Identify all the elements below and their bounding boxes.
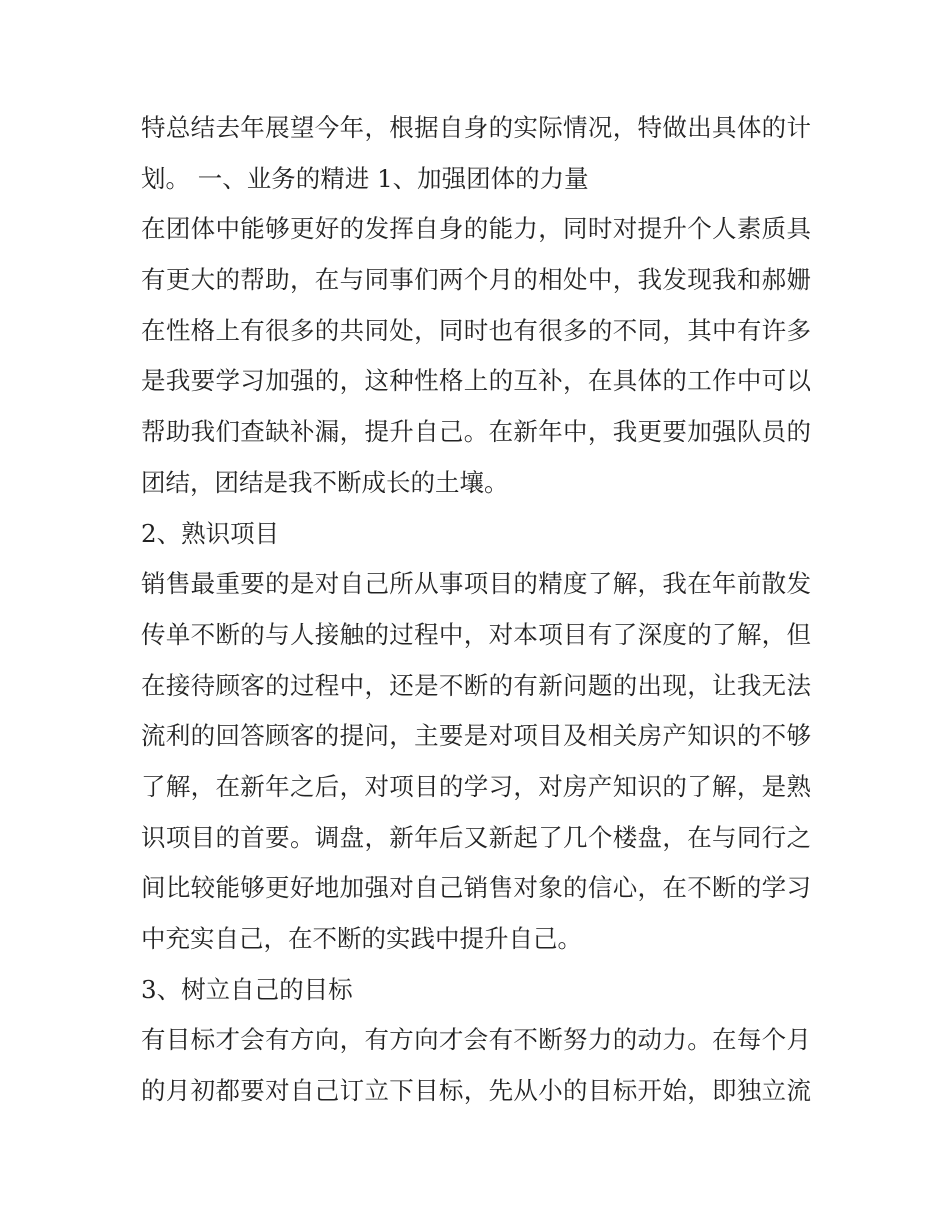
section-heading-3: 3、树立自己的目标 <box>141 974 353 1004</box>
text-line-20: 的月初都要对自己订立下目标，先从小的目标开始，即独立流 <box>141 1076 811 1106</box>
text-line-12: 在接待顾客的过程中，还是不断的有新问题的出现，让我无法 <box>141 670 811 700</box>
text-line-1: 特总结去年展望今年，根据自身的实际情况，特做出具体的计 <box>141 113 811 142</box>
text-line-3: 在团体中能够更好的发挥自身的能力，同时对提升个人素质具 <box>141 214 811 244</box>
text-line-17: 中充实自己，在不断的实践中提升自己。 <box>141 924 582 953</box>
document-body <box>141 103 811 1117</box>
text-line-8: 团结，团结是我不断成长的土壤。 <box>141 467 509 497</box>
text-line-2: 划。 一、业务的精进 1、加强团体的力量 <box>141 163 589 193</box>
text-line-15: 识项目的首要。调盘，新年后又新起了几个楼盘，在与同行之 <box>141 822 811 852</box>
text-line-13: 流利的回答顾客的提问，主要是对项目及相关房产知识的不够 <box>141 721 811 751</box>
text-line-10: 销售最重要的是对自己所从事项目的精度了解，我在年前散发 <box>141 569 811 599</box>
text-line-5: 在性格上有很多的共同处，同时也有很多的不同，其中有许多 <box>141 315 811 345</box>
text-line-11: 传单不断的与人接触的过程中，对本项目有了深度的了解，但 <box>141 619 811 649</box>
text-line-6: 是我要学习加强的，这种性格上的互补，在具体的工作中可以 <box>141 366 811 396</box>
text-line-7: 帮助我们查缺补漏，提升自己。在新年中，我更要加强队员的 <box>141 417 811 447</box>
text-line-14: 了解，在新年之后，对项目的学习，对房产知识的了解，是熟 <box>141 771 811 801</box>
section-heading-2: 2、熟识项目 <box>141 518 280 548</box>
text-line-4: 有更大的帮助，在与同事们两个月的相处中，我发现我和郝姗 <box>141 265 811 295</box>
text-line-19: 有目标才会有方向，有方向才会有不断努力的动力。在每个月 <box>141 1025 811 1055</box>
text-line-16: 间比较能够更好地加强对自己销售对象的信心，在不断的学习 <box>141 873 811 903</box>
